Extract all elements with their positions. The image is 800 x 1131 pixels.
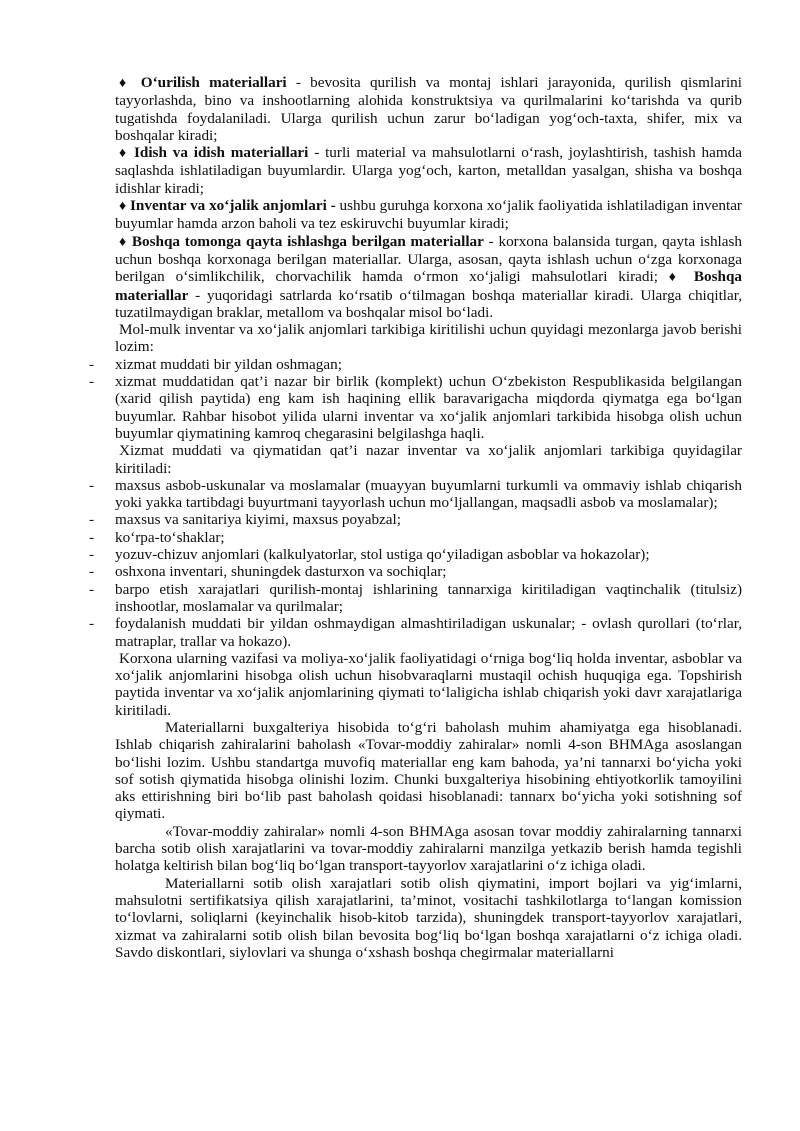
term: Idish va idish materiallari xyxy=(133,144,309,162)
paragraph: Mol-mulk inventar va xo‘jalik anjomlari tarkibiga kiritilishi uchun quyidagi mezonlarga javob berishi lozim: xyxy=(115,321,742,356)
definition: - korxona balansida turgan, qayta ishlash uchun boshqa korxonaga berilgan materiallar. Ularga, asosan, qayta ishlash uchun o‘zga korxonaga berilgan o‘simlikchilik, chorvachilik hamda o‘rmon xo‘jaligi mahsulotlari kiradi; xyxy=(115,232,743,286)
dash-bullet: - xyxy=(89,528,95,546)
list-item-text: maxsus asbob-uskunalar va moslamalar (muayyan buyumlarni turkumli va ommaviy ishlab chiqarish yoki yakka tartibdagi buyurtmani tayyorlash uchun mo‘ljallangan, maqsadli asbob va moslamalar); xyxy=(115,476,742,512)
document-body xyxy=(89,74,743,961)
dash-bullet: - xyxy=(89,580,95,598)
definition: - yuqoridagi satrlarda ko‘rsatib o‘tilmagan boshqa materiallar kiradi. Ularga chiqitlar, tuzatilmaydigan braklar, metallom va boshqalar misol bo‘ladi. xyxy=(115,286,742,321)
bullet-paragraph xyxy=(115,197,742,233)
list-item-text: xizmat muddatidan qat’i nazar bir birlik (komplekt) uchun O‘zbekiston Respublikasida belgilangan (xarid qilish paytida) eng kam ish haqining ellik baravarigacha miqdorda qiymatga ega bo‘lgan buyumlar. Rahbar hisobot yilida ularni inventar va xo‘jalik anjomlari tarkibida hisobga olish uchun buyumlar qiymatining kamroq chegarasini belgilashga haqli. xyxy=(115,373,742,442)
list-item xyxy=(89,546,742,564)
list-item-text: ko‘rpa-to‘shaklar; xyxy=(115,528,225,546)
list-item xyxy=(89,528,742,546)
dash-bullet: - xyxy=(89,373,95,391)
definition: ushbu guruhga korxona xo‘jalik faoliyatida ishlatiladigan inventar buyumlar hamda arzon baholi va tez eskiruvchi buyumlar kiradi; xyxy=(115,197,742,233)
paragraph: Materiallarni sotib olish xarajatlari sotib olish qiymatini, import bojlari va yig‘imlarni, mahsulotni sertifikatsiya qilish xarajatlarini, ta’minot, vositachi tashkilotlarga to‘langan komission to‘lovlarni, soliqlarni (keyinchalik hisob-kitob tarzida), shuningdek transport-tayyorlov xarajatlari, xizmat va zahiralarni sotib olish bilan bevosita bog‘liq bo‘lgan boshqa xarajatlarni o‘z ichiga oladi. Savdo diskontlari, siylovlari va shunga o‘xshash boshqa chegirmalar materiallarni xyxy=(115,874,742,961)
list-item-text: yozuv-chizuv anjomlari (kalkulyatorlar, stol ustiga qo‘yiladigan asboblar va hokazolar); xyxy=(115,546,650,564)
list-item xyxy=(89,476,742,512)
diamond-bullet-icon: ♦ xyxy=(119,146,129,162)
paragraph: Materiallarni buxgalteriya hisobida to‘g‘ri baholash muhim ahamiyatga ega hisoblanadi. Ishlab chiqarish zahiralarini baholash «Tovar-moddiy zahiralar» nomli 4-son BHMAga asoslangan bo‘lishi lozim. Ushbu standartga muvofiq materiallar eng kam bahoda, ya’ni tannarxi bo‘yicha yoki sof sotish qiymatida hisobga olinishi lozim. Chunki buxgalteriya hisobining ehtiyotkorlik tamoyilini aks ettirishning biri bo‘lib past baholash qoidasi hisoblanadi: tannarx bo‘yicha yoki sotishning sof qiymati. xyxy=(115,718,742,823)
list-item-text: oshxona inventari, shuningdek dasturxon va sochiqlar; xyxy=(115,563,447,581)
dash-bullet: - xyxy=(89,563,95,581)
term: Inventar va xo‘jalik anjomlari - xyxy=(130,197,340,215)
list-item-text: maxsus va sanitariya kiyimi, maxsus poyabzal; xyxy=(115,511,401,529)
diamond-bullet-icon: ♦ xyxy=(119,234,128,250)
list-item-text: foydalanish muddati bir yildan oshmaydigan almashtiriladigan uskunalar; - ovlash qurollari (to‘rlar, matraplar, trallar va hokazo). xyxy=(115,615,742,650)
paragraph: Xizmat muddati va qiymatidan qat’i nazar inventar va xo‘jalik anjomlari tarkibiga quyidagilar kiritiladi: xyxy=(115,442,742,477)
dash-bullet: - xyxy=(89,615,95,633)
term: O‘urilish materiallari xyxy=(140,74,287,91)
list-item xyxy=(89,373,742,442)
list-item xyxy=(89,355,742,373)
list-item xyxy=(89,615,742,650)
diamond-bullet-icon: ♦ xyxy=(668,270,684,286)
list-item xyxy=(89,563,742,581)
diamond-bullet-icon: ♦ xyxy=(119,199,127,215)
diamond-bullet-icon: ♦ xyxy=(119,76,132,91)
bullet-paragraph xyxy=(115,233,742,321)
dash-bullet: - xyxy=(89,546,95,564)
list-item-text: xizmat muddati bir yildan oshmagan; xyxy=(115,355,342,373)
list-item xyxy=(89,580,742,616)
definition: - turli material va mahsulotlarni o‘rash, joylashtirish, tashish hamda saqlashda ishlatiladigan buyumlardir. Ularga yog‘och, karton, metalldan yasalgan, shisha va boshqa idishlar kiradi; xyxy=(115,144,742,197)
definition: - bevosita qurilish va montaj ishlari jarayonida, qurilish qismlarini tayyorlashda, bino va inshootlarning alohida konstruktsiya va qurilmalarini ko‘tarishda va qurib tugatishda foydalaniladi. Ularga qurilish uchun zarur bo‘ladigan yog‘och-taxta, shifer, mix va boshqalar kiradi; xyxy=(115,74,742,144)
paragraph: «Tovar-moddiy zahiralar» nomli 4-son BHMAga asosan tovar moddiy zahiralarning tannarxi barcha sotib olish xarajatlarini va tovar-moddiy zahiralarni manzilga yetkazib berish hamda tegishli holatga keltirish bilan bog‘liq bo‘lgan transport-tayyorlov xarajatlarini o‘z ichiga oladi. xyxy=(115,822,742,875)
list-item xyxy=(89,511,742,529)
bullet-paragraph xyxy=(115,74,742,144)
term: Boshqa tomonga qayta ishlashga berilgan materiallar xyxy=(131,232,484,250)
dash-bullet: - xyxy=(89,511,95,529)
dash-bullet: - xyxy=(89,355,95,373)
term: Boshqa materiallar xyxy=(115,268,743,304)
list-item-text: barpo etish xarajatlari qurilish-montaj ishlarining tannarxiga kiritiladigan vaqtinchalik (titulsiz) inshootlar, moslamalar va qurilmalar; xyxy=(115,580,742,615)
paragraph: Korxona ularning vazifasi va moliya-xo‘jalik faoliyatidagi o‘rniga bog‘liq holda inventar, asboblar va xo‘jalik anjomlarini hisobga olish uchun hisobvaraqlarni mustaqil ochish huquqiga ega. Topshirish paytida inventar va xo‘jalik anjomlarining qiymati to‘laligicha ishlab chiqarish yoki davr xarajatlariga kiritiladi. xyxy=(115,649,742,719)
bullet-paragraph xyxy=(115,144,742,197)
dash-bullet: - xyxy=(89,476,95,494)
